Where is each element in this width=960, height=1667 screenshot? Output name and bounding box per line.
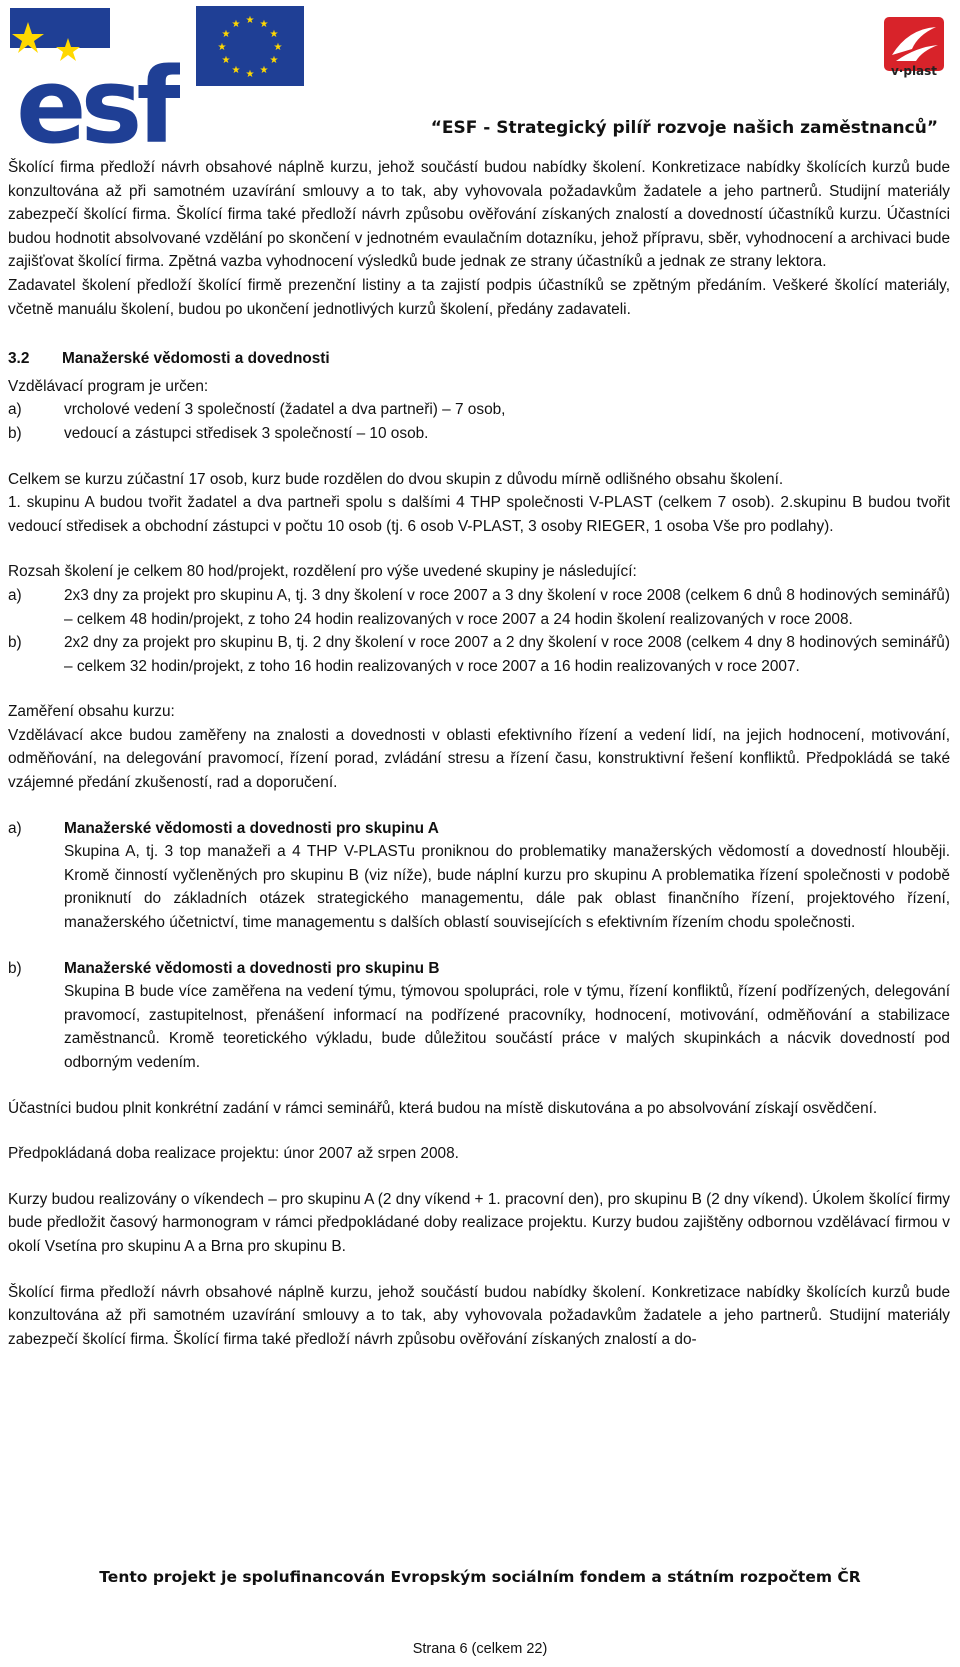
page-header [0, 0, 960, 152]
scope-item-text: 2x3 dny za projekt pro skupinu A, tj. 3 dny školení v roce 2007 a 3 dny školení v roce 2008 (celkem 6 dnů 8 hodinových seminářů) – celkem 48 hodin/projekt, z toho 24 hodin realizovaných v roce 2007 a 24 hodin školení realizovaných v roce 2008. [64, 586, 950, 628]
svg-text:★: ★ [217, 42, 227, 53]
svg-text:★: ★ [231, 65, 241, 76]
svg-text:★: ★ [245, 69, 255, 80]
groups-detail-paragraph: 1. skupinu A budou tvořit žadatel a dva partneři spolu s dalšími 4 THP společnosti V-PLAST (celkem 7 osob). 2.skupinu B budou tvořit vedoucí středisek a obchodní zástupci v počtu 10 osob (tj. 6 osob V-PLAST, 3 osoby RIEGER, 1 osoba Vše pro podlahy). [8, 494, 950, 535]
section-heading [8, 347, 950, 371]
esf-logo [10, 8, 180, 150]
esf-logo-text: esf [16, 45, 176, 150]
group-a-title: Manažerské vědomosti a dovednosti pro skupinu A [64, 819, 439, 837]
handover-paragraph: Zadavatel školení předloží školící firmě prezenční listiny a ta zajistí podpis účastníků se zpětným předáním. Veškeré školící materiály, včetně manuálu školení, budou po ukončení jednotlivých kurzů školení, předány zadavateli. [8, 276, 950, 318]
program-intro: Vzdělávací program je určen: [8, 377, 209, 395]
document-body [8, 156, 950, 1351]
program-item [8, 422, 950, 446]
program-item-text: vedoucí a zástupci středisek 3 společností – 10 osob. [64, 424, 429, 442]
page-number: Strana 6 (celkem 22) [412, 1641, 548, 1657]
group-b-title: Manažerské vědomosti a dovednosti pro skupinu B [64, 959, 440, 977]
group-a-block [8, 817, 950, 935]
eu-flag-icon [196, 6, 304, 86]
section-title: Manažerské vědomosti a dovednosti [62, 350, 330, 368]
svg-text:★: ★ [273, 42, 283, 53]
group-b-block [8, 957, 950, 1075]
svg-text:★: ★ [221, 29, 231, 40]
program-item-text: vrcholové vedení 3 společností (žadatel a dva partneři) – 7 osob, [64, 401, 506, 419]
group-a-text: Skupina A, tj. 3 top manažeři a 4 THP V-PLASTu proniknou do problematiky manažerských vědomostí a dovedností hlouběji. Kromě činností vyčleněných pro skupinu B (viz níže), bude náplní kurzu pro skupinu A problematika řízení společnosti v podobě proniknutí do základních otázek strategického managementu, dále pak oblast finančního řízení, projektového řízení, manažerského účetnictví, time managementu s dalších oblastí souvisejících s efektivním řízením chodu společnosti. [64, 843, 950, 932]
group-b-label: b) [8, 959, 22, 977]
intro-paragraph: Školící firma předloží návrh obsahové náplně kurzu, jehož součástí budou nabídky školení. Konkretizace nabídky školících kurzů bude konzultována až při samotném uzavírání smlouvy a to tak, aby vyhovovala požadavkům žadatele a jeho partnerů. Studijní materiály zabezpečí školící firma. Školící firma také předloží návrh způsobu ověřování získaných znalostí a dovedností účastníků kurzu. Účastníci budou hodnotit absolvované vzdělání po skončení v jednotném evaulačním dotazníku, jehož přípravu, sběr, vyhodnocení a archivaci bude zajišťovat školící firma. Zpětná vazba vyhodnocení výsledků bude jednak ze strany účastníků a jednak ze strany lektora. [8, 159, 950, 271]
svg-text:★: ★ [231, 19, 241, 30]
schedule-paragraph: Kurzy budou realizovány o víkendech – pro skupinu A (2 dny víkend + 1. pracovní den), pro skupinu B (2 dny víkend). Úkolem školící firmy bude předložit časový harmonogram v rámci předpokládané doby realizace projektu. Kurzy budou zajištěny odbornou vzdělávací firmou v okolí Vsetína pro skupinu A a Brna pro skupinu B. [8, 1190, 950, 1255]
group-a-label: a) [8, 819, 22, 837]
vplast-wordmark: v·plast [890, 64, 938, 78]
svg-text:★: ★ [245, 15, 255, 26]
scope-item [8, 584, 950, 631]
svg-text:★: ★ [269, 55, 279, 66]
scope-item-label: b) [8, 634, 22, 652]
section-number: 3.2 [8, 350, 30, 368]
focus-heading: Zaměření obsahu kurzu: [8, 703, 175, 721]
scope-item-label: a) [8, 586, 22, 604]
svg-text:★: ★ [259, 65, 269, 76]
svg-text:★: ★ [221, 55, 231, 66]
repeat-paragraph: Školící firma předloží návrh obsahové náplně kurzu, jehož součástí budou nabídky školení. Konkretizace nabídky školících kurzů bude konzultována až při samotném uzavírání smlouvy a to tak, aby vyhovovala požadavkům žadatele a jeho partnerů. Studijní materiály zabezpečí školící firma. Školící firma také předloží návrh způsobu ověřování získaných znalostí a do- [8, 1283, 950, 1348]
program-item-label: b) [8, 424, 22, 442]
header-slogan: “ESF - Strategický pilíř rozvoje našich zaměstnanců” [430, 118, 938, 138]
scope-intro: Rozsah školení je celkem 80 hod/projekt, rozdělení pro výše uvedené skupiny je následující: [8, 563, 637, 581]
svg-text:★: ★ [269, 29, 279, 40]
groups-paragraph: Celkem se kurzu zúčastní 17 osob, kurz bude rozdělen do dvou skupin z důvodu mírně odlišného obsahu školení. [8, 470, 784, 488]
participants-paragraph: Účastníci budou plnit konkrétní zadání v rámci seminářů, která budou na místě diskutována a po absolvování získají osvědčení. [8, 1099, 878, 1117]
svg-text:★: ★ [259, 19, 269, 30]
funding-footer: Tento projekt je spolufinancován Evropským sociálním fondem a státním rozpočtem ČR [99, 1568, 861, 1586]
program-item [8, 398, 950, 422]
program-item-label: a) [8, 401, 22, 419]
group-b-text: Skupina B bude více zaměřena na vedení týmu, týmovou spolupráci, role v týmu, řízení konfliktů, řízení podřízených, delegování pravomocí, zastupitelnost, přenášení informací na podřízené pracovníky, hodnocení, motivování, odměňování a stabilizace zaměstnanců. Kromě teoretického výkladu, bude důležitou součástí práce v malých skupinkách a nácvik dovedností pod odborným vedením. [64, 983, 950, 1071]
duration-paragraph: Předpokládaná doba realizace projektu: únor 2007 až srpen 2008. [8, 1145, 459, 1163]
scope-item [8, 631, 950, 678]
focus-paragraph: Vzdělávací akce budou zaměřeny na znalosti a dovednosti v oblasti efektivního řízení a vedení lidí, na jejich hodnocení, motivování, odměňování, na delegování pravomocí, řízení porad, zvládání stresu a řízení času, konstruktivní řešení konfliktů. Předpokládá se také vzájemné předání zkušeností, rad a doporučení. [8, 726, 950, 792]
scope-item-text: 2x2 dny za projekt pro skupinu B, tj. 2 dny školení v roce 2007 a 2 dny školení v roce 2008 (celkem 4 dny 8 hodinových seminářů) – celkem 32 hodin/projekt, z toho 16 hodin realizovaných v roce 2007 a 16 hodin realizovaných v roce 2007. [64, 634, 950, 675]
